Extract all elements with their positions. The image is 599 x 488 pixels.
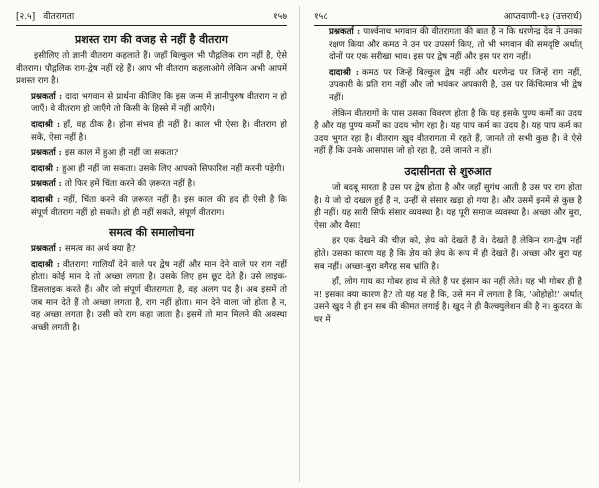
dialogue-text: समत्व का अर्थ क्या है? (64, 244, 136, 255)
body-paragraph: इसीलिए तो ज्ञानी वीतराग कहलाते हैं। जहाँ बिल्कुल भी पौद्गलिक राग नहीं है, ऐसे वीतराग। पौद्गलिक राग-द्वेष नहीं रहे हैं। आप भी वीतराग कहलाओगे लेकिन अभी आपमें प्रशस्त राग है। (16, 51, 287, 87)
right-running-header (314, 12, 582, 26)
speaker-label: दादाश्री : (31, 119, 61, 130)
dialogue-text: दादा भगवान से प्रार्थना कीजिए कि इस जन्म में ज्ञानीपुरुष वीतराग न हो जाएँ। वे वीतराग हो जाएँगे तो किसी के हिस्से में नहीं आएँगे। (31, 91, 288, 115)
dialogue-paragraph (16, 194, 287, 219)
section-heading: प्रशस्त राग की वजह से नहीं है वीतराग (75, 33, 228, 46)
dialogue-text: नहीं, चिंता करने की ज़रूरत नहीं है। इस काल की हद ही ऐसी है कि संपूर्ण वीतराग नहीं हो सकते। हो ही नहीं सकते, संपूर्ण वीतराग। (31, 194, 287, 218)
book-title: आप्तवाणी-१३ (उत्तरार्ध) (503, 12, 582, 22)
dialogue-text: वीतराग! गालियाँ देने वाले पर द्वेष नहीं और मान देने वाले पर राग नहीं होता। कोई मान दे तो अच्छा लगता है। उसके लिए हम छूट देते हैं। उसे लाइक-डिसलाइक करते हैं। और जो संपूर्ण वीतरागता है, वह अलग पद है। अब इसमें तो जब मान देते हैं तो अच्छा लगता है, राग नहीं होता। मान देने वाला जो होता है न, वह अच्छा लगता है। उसी को राग कहा जाता है। इसमें तो मान मिलने की अवस्था अच्छी लगती है। (31, 259, 287, 333)
dialogue-text: पार्श्वनाथ भगवान की वीतरागता की बात है न कि धरणेन्द्र देव ने उनका रक्षण किया और कमठ ने उन पर उपसर्ग किए, तो भी भगवान की समदृष्टि अर्थात् दोनों पर एक सरीखा भाव। इस पर द्वेष नहीं और इस पर राग नहीं। (329, 27, 582, 63)
dialogue-paragraph (16, 147, 287, 160)
dialogue-paragraph (314, 67, 582, 105)
left-page-number: १५७ (272, 12, 287, 22)
body-paragraph: जो बदबू मारता है उस पर द्वेष होता है और जहाँ सुगंध आती है उस पर राग होता है। ये जो दो दखल हुई हैं न, उन्हीं से संसार खड़ा हो गया है। और उसमें इनमें से कुछ है ही नहीं। यह सारी सिर्फ संसार व्यवस्था है। यह पूरी समाज व्यवस्था है। अच्छा और बुरा, ऐसा और वैसा! (314, 182, 582, 231)
speaker-label: दादाश्री : (31, 194, 61, 205)
dialogue-paragraph (314, 26, 582, 64)
dialogue-paragraph (16, 119, 287, 144)
body-paragraph: हर एक देखने की चीज़ को, ज्ञेय को देखते हैं वे। देखते हैं लेकिन राग-द्वेष नहीं होते। उसका कारण यह है कि ज्ञेय को ज्ञेय के रूप में ही देखते हैं। अच्छा और बुरा यह सब नहीं। अच्छा-बुरा वगैरह सब भ्रांति है। (314, 236, 582, 272)
speaker-label: प्रश्नकर्ता : (31, 179, 62, 190)
dialogue-text: हाँ, वह ठीक है। होना संभव ही नहीं है। काल भी ऐसा है। वीतराग हो सकें, ऐसा नहीं है। (31, 119, 287, 143)
dialogue-paragraph (16, 91, 287, 116)
dialogue-paragraph (16, 243, 287, 256)
chapter-topic: वीतरागता (43, 12, 75, 22)
speaker-label: दादाश्री : (329, 67, 359, 78)
left-page-body (16, 32, 287, 334)
speaker-label: प्रश्नकर्ता : (31, 148, 62, 159)
dialogue-paragraph (16, 163, 287, 176)
left-page (0, 0, 299, 488)
body-paragraph: हाँ, लोग गाय का गोबर हाथ में लेते हैं पर इंसान का नहीं लेते। यह भी गोबर ही है न! इसका क्या कारण है? तो यह यह है कि, उसे मन में लगता है कि, 'ओहोहो!' अर्थात् उसने खुद ने ही इन सब की कीमत लगाई है। खुद ने ही कैल्क्युलेशन की है न। कुदरत के घर में (314, 277, 582, 325)
left-running-header (16, 12, 287, 26)
dialogue-text: इस काल में हुआ ही नहीं जा सकता? (64, 148, 179, 159)
speaker-label: प्रश्नकर्ता : (329, 27, 361, 37)
right-page (299, 0, 598, 488)
dialogue-text: हुआ ही नहीं जा सकता। उसके लिए आपको सिफारिश नहीं करनी पड़ेगी। (62, 163, 285, 174)
section-heading: समत्व की समालोचना (108, 226, 195, 240)
dialogue-paragraph (16, 259, 287, 335)
dialogue-paragraph (16, 178, 287, 191)
chapter-number: [२.५] (16, 12, 36, 22)
speaker-label: दादाश्री : (31, 163, 60, 174)
speaker-label: प्रश्नकर्ता : (31, 244, 62, 255)
right-page-body (314, 26, 582, 326)
speaker-label: प्रश्नकर्ता : (31, 91, 63, 102)
dialogue-text: कमठ पर जिन्हें बिल्कुल द्वेष नहीं और धरणेन्द्र पर जिन्हें राग नहीं, उपकारी के प्रति राग नहीं और जो भयंकर अपकारी है, उस पर किंचित्मात्र भी द्वेष नहीं। (329, 67, 582, 103)
right-page-number: १५८ (314, 12, 329, 22)
section-heading: उदासीनता से शुरुआत (404, 164, 492, 178)
speaker-label: दादाश्री : (31, 259, 60, 270)
dialogue-text: तो फिर हमें चिंता करने की ज़रूरत नहीं है। (64, 179, 196, 190)
body-paragraph: लेकिन वीतरागों के पास उसका विवरण होता है कि यह इसके पुण्य कर्मों का उदय है और यह पुण्य कर्मों का उदय भोग रहा है। यह पाप कर्म का उदय है। यह पाप कर्म का उदय भुगत रहा है। वीतराग खुद वीतरागता में रहते हैं, जानते तो सभी कुछ हैं। वे ऐसे नहीं हैं कि उनके आसपास जो हो रहा है, उसे जानते न हों। (314, 108, 582, 157)
